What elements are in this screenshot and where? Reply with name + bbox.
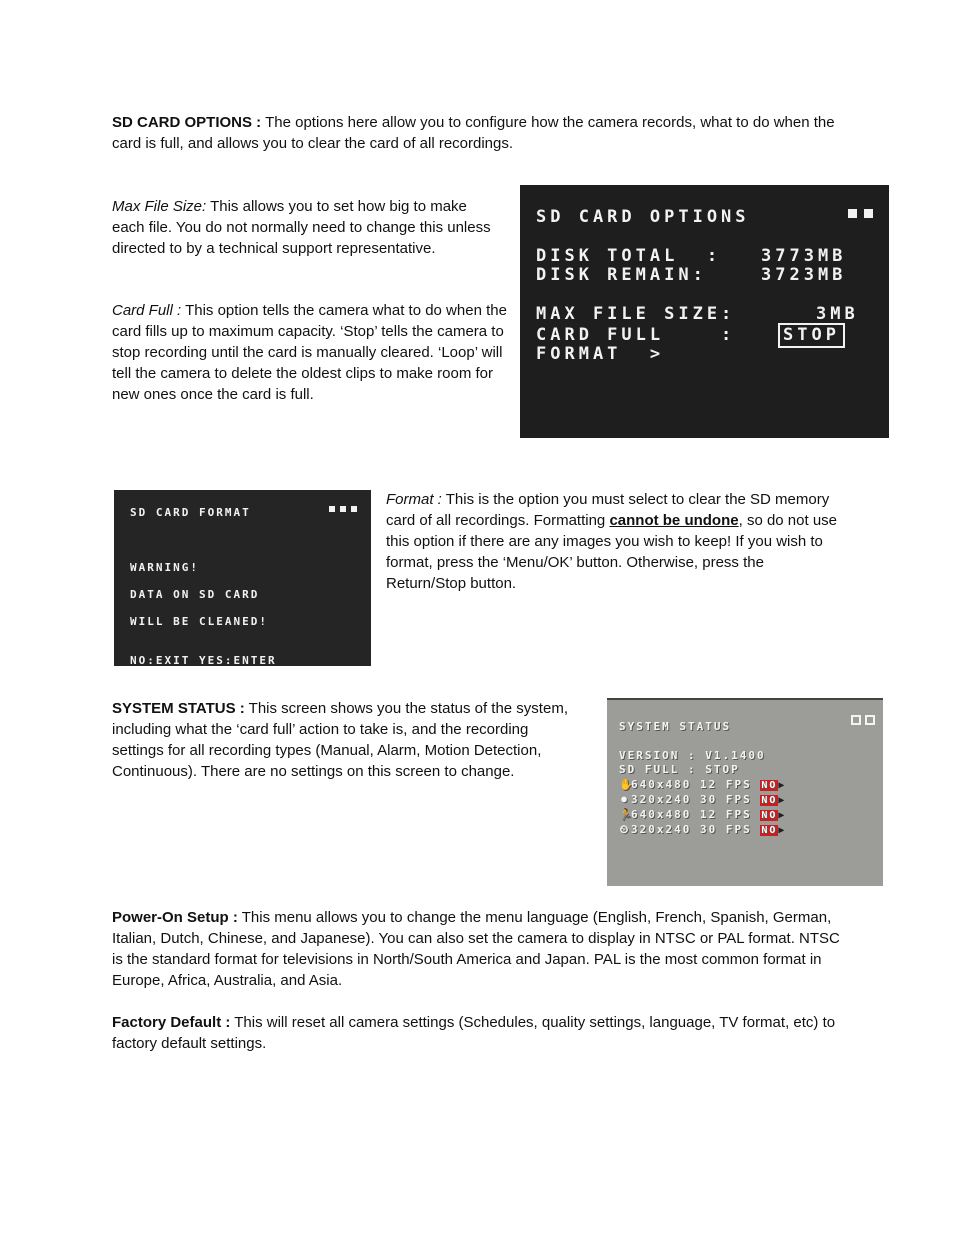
osd-indicator-icon: [329, 506, 335, 512]
manual-record-icon: ✋: [619, 778, 635, 791]
osd-status-fps: 30 FPS: [699, 793, 752, 806]
osd-indicator-icon: [848, 209, 857, 218]
osd-disk-total-label: DISK TOTAL :: [536, 246, 722, 266]
osd-disk-remain-label: DISK REMAIN:: [536, 265, 707, 285]
system-status-paragraph: [112, 698, 582, 782]
osd-max-file-value: 3MB: [816, 304, 859, 324]
osd-format-line1: DATA ON SD CARD: [130, 588, 260, 601]
system-status-heading: SYSTEM STATUS :: [112, 700, 245, 717]
osd-options-title: SD CARD OPTIONS: [536, 207, 750, 227]
intro-heading: SD CARD OPTIONS :: [112, 114, 262, 131]
osd-format-label: FORMAT >: [536, 344, 665, 364]
continuous-record-icon: ⏲: [619, 823, 631, 836]
format-paragraph: [386, 489, 846, 594]
osd-format-warning: WARNING!: [130, 561, 199, 574]
osd-status-resolution: 320x240: [631, 793, 692, 806]
power-on-text: This menu allows you to change the menu language (English, French, Spanish, German, Italian, Dutch, Chinese, and Japanese). You can also set the camera to display in NTSC or PAL format. NTSC is the standard format for televisions in North/South America and Japan. PAL is the most common format in Europe, Africa, Australia, and Asia.: [112, 909, 840, 989]
format-emphasis: cannot be undone: [609, 512, 739, 529]
osd-status-fps: 12 FPS: [699, 778, 752, 791]
osd-indicator-icon: [351, 506, 357, 512]
factory-default-heading: Factory Default :: [112, 1014, 231, 1031]
intro-text: The options here allow you to configure how the camera records, what to do when the card is full, and allows you to clear the card of all recordings.: [112, 114, 835, 152]
osd-card-full-value: STOP: [778, 323, 845, 348]
osd-status-fps: 30 FPS: [699, 823, 752, 836]
sd-card-format-screenshot: [114, 490, 371, 666]
card-full-term: Card Full :: [112, 302, 182, 319]
intro-paragraph: [112, 112, 847, 154]
osd-indicator-icon: [340, 506, 346, 512]
osd-format-footer: NO:EXIT YES:ENTER: [130, 654, 277, 666]
max-file-size-text: This allows you to set how big to make each file. You do not normally need to change this unless directed to by a technical support representative.: [112, 198, 491, 257]
osd-card-full-label: CARD FULL :: [536, 325, 736, 345]
osd-format-title: SD CARD FORMAT: [130, 506, 251, 519]
max-file-size-term: Max File Size:: [112, 198, 207, 215]
osd-status-flag-badge: NO: [761, 810, 778, 821]
osd-indicator-icon: [865, 715, 875, 725]
osd-disk-total-value: 3773MB: [761, 246, 847, 266]
osd-status-fps: 12 FPS: [699, 808, 752, 821]
alarm-record-icon: ⏺: [621, 793, 629, 806]
max-file-size-paragraph: [112, 196, 502, 259]
osd-status-flag-badge: NO: [761, 795, 778, 806]
osd-status-flag-badge: NO: [761, 780, 778, 791]
osd-max-file-label: MAX FILE SIZE:: [536, 304, 736, 324]
card-full-text: This option tells the camera what to do when the card fills up to maximum capacity. ‘Stop’ tells the camera to stop recording until the card is manually cleared. ‘Loop’ will tell the camera to delete the oldest clips to make room for new ones once the card is full.: [112, 302, 507, 403]
osd-status-flag-badge: NO: [761, 825, 778, 836]
factory-default-paragraph: [112, 1012, 852, 1054]
factory-default-text: This will reset all camera settings (Schedules, quality settings, language, TV format, etc) to factory default settings.: [112, 1014, 836, 1052]
play-arrow-icon: ▶: [778, 810, 787, 821]
osd-status-sd-full: SD FULL : STOP: [619, 763, 740, 776]
motion-record-icon: 🏃: [619, 808, 635, 821]
osd-indicator-icon: [851, 715, 861, 725]
play-arrow-icon: ▶: [778, 795, 787, 806]
osd-status-resolution: 320x240: [631, 823, 692, 836]
card-full-paragraph: [112, 300, 507, 405]
osd-disk-remain-value: 3723MB: [761, 265, 847, 285]
power-on-heading: Power-On Setup :: [112, 909, 238, 926]
sd-card-options-screenshot: [520, 185, 889, 438]
osd-status-title: SYSTEM STATUS: [619, 720, 732, 733]
format-text-a: This is the option you must select to clear the SD memory card of all recordings. Formatting: [386, 491, 830, 529]
power-on-paragraph: [112, 907, 852, 991]
play-arrow-icon: ▶: [778, 825, 787, 836]
osd-indicator-icon: [864, 209, 873, 218]
system-status-text: This screen shows you the status of the system, including what the ‘card full’ action to take is, and the recording settings for all recording types (Manual, Alarm, Motion Detection, Continuous). There are no settings on this screen to change.: [112, 700, 568, 780]
format-text-b: , so do not use this option if there are any images you wish to keep! If you wish to format, press the ‘Menu/OK’ button. Otherwise, press the Return/Stop button.: [386, 512, 838, 592]
osd-status-resolution: 640x480: [631, 808, 692, 821]
play-arrow-icon: ▶: [778, 780, 787, 791]
osd-format-line2: WILL BE CLEANED!: [130, 615, 268, 628]
osd-status-resolution: 640x480: [631, 778, 692, 791]
osd-status-row: [619, 819, 786, 841]
format-term: Format :: [386, 491, 442, 508]
system-status-screenshot: [607, 698, 883, 886]
osd-status-version: VERSION : V1.1400: [619, 749, 766, 762]
